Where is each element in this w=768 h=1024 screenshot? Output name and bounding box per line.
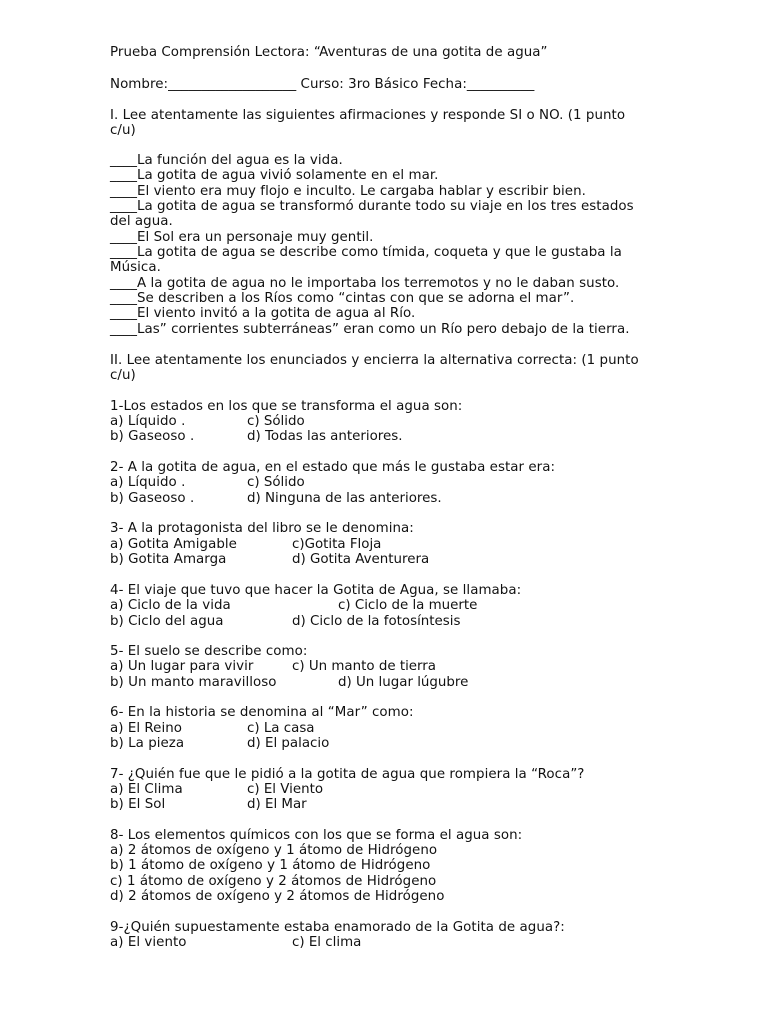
option-b: b) Ciclo del agua	[110, 614, 224, 629]
option-c: c) Sólido	[247, 475, 305, 490]
option-d: d) Un lugar lúgubre	[338, 675, 469, 690]
student-info-line	[110, 77, 534, 92]
option-a: a) 2 átomos de oxígeno y 1 átomo de Hidrógeno	[110, 843, 438, 858]
course-label: Curso: 3ro Básico	[300, 77, 419, 92]
question-text: 7- ¿Quién fue que le pidió a la gotita de agua que rompiera la “Roca”?	[110, 767, 585, 782]
option-a: a) Ciclo de la vida	[110, 598, 231, 613]
option-b: b) Gaseoso .	[110, 429, 195, 444]
option-c: c) La casa	[247, 721, 315, 736]
statement-line: ____La gotita de agua vivió solamente en el mar.	[110, 168, 439, 183]
question-text: 6- En la historia se denomina al “Mar” como:	[110, 705, 414, 720]
option-d: d) Gotita Aventurera	[292, 552, 430, 567]
option-b: b) El Sol	[110, 797, 166, 812]
statement-line: ____El viento invitó a la gotita de agua al Río.	[110, 306, 416, 321]
statement-line: ____La gotita de agua se describe como tímida, coqueta y que le gustaba la	[110, 245, 622, 260]
question-text: 2- A la gotita de agua, en el estado que más le gustaba estar era:	[110, 460, 556, 475]
question-text: 4- El viaje que tuvo que hacer la Gotita de Agua, se llamaba:	[110, 583, 522, 598]
option-d: d) El palacio	[247, 736, 330, 751]
option-a: a) El viento	[110, 935, 187, 950]
option-d: d) Todas las anteriores.	[247, 429, 403, 444]
option-c: c) El Viento	[247, 782, 324, 797]
option-b: b) Gotita Amarga	[110, 552, 227, 567]
option-c: c) 1 átomo de oxígeno y 2 átomos de Hidrógeno	[110, 874, 437, 889]
section2-instruction-line2: c/u)	[110, 368, 136, 383]
statement-line: ____Las” corrientes subterráneas” eran como un Río pero debajo de la tierra.	[110, 322, 630, 337]
document-title: Prueba Comprensión Lectora: “Aventuras de una gotita de agua”	[110, 45, 548, 60]
option-c: c) Ciclo de la muerte	[338, 598, 478, 613]
option-d: d) Ninguna de las anteriores.	[247, 491, 442, 506]
option-d: d) 2 átomos de oxígeno y 2 átomos de Hidrógeno	[110, 889, 445, 904]
option-b: b) La pieza	[110, 736, 185, 751]
question-text: 1-Los estados en los que se transforma el agua son:	[110, 399, 463, 414]
option-a: a) El Clima	[110, 782, 183, 797]
section1-instruction-line1: I. Lee atentamente las siguientes afirmaciones y responde SI o NO. (1 punto	[110, 108, 626, 123]
statement-line: ____La función del agua es la vida.	[110, 153, 343, 168]
option-a: a) El Reino	[110, 721, 183, 736]
statement-line: ____La gotita de agua se transformó durante todo su viaje en los tres estados	[110, 199, 634, 214]
option-a: a) Gotita Amigable	[110, 537, 237, 552]
name-field: Nombre:___________________	[110, 77, 297, 92]
statement-line: ____A la gotita de agua no le importaba los terremotos y no le daban susto.	[110, 276, 620, 291]
option-c: c)Gotita Floja	[292, 537, 382, 552]
option-c: c) Sólido	[247, 414, 305, 429]
option-c: c) El clima	[292, 935, 362, 950]
option-a: a) Líquido .	[110, 475, 186, 490]
statement-line: Música.	[110, 260, 161, 275]
option-b: b) Un manto maravilloso	[110, 675, 277, 690]
option-b: b) 1 átomo de oxígeno y 1 átomo de Hidrógeno	[110, 858, 431, 873]
question-text: 9-¿Quién supuestamente estaba enamorado de la Gotita de agua?:	[110, 920, 565, 935]
question-text: 8- Los elementos químicos con los que se forma el agua son:	[110, 828, 523, 843]
option-c: c) Un manto de tierra	[292, 659, 437, 674]
option-d: d) El Mar	[247, 797, 307, 812]
statement-line: ____El viento era muy flojo e inculto. Le cargaba hablar y escribir bien.	[110, 184, 586, 199]
section1-instruction-line2: c/u)	[110, 123, 136, 138]
section2-instruction-line1: II. Lee atentamente los enunciados y encierra la alternativa correcta: (1 punto	[110, 353, 639, 368]
statement-line: del agua.	[110, 214, 173, 229]
statement-line: ____Se describen a los Ríos como “cintas con que se adorna el mar”.	[110, 291, 575, 306]
option-a: a) Líquido .	[110, 414, 186, 429]
option-a: a) Un lugar para vivir	[110, 659, 254, 674]
question-text: 3- A la protagonista del libro se le denomina:	[110, 521, 414, 536]
question-text: 5- El suelo se describe como:	[110, 644, 308, 659]
statement-line: ____El Sol era un personaje muy gentil.	[110, 230, 374, 245]
option-b: b) Gaseoso .	[110, 491, 195, 506]
date-field: Fecha:__________	[422, 77, 535, 92]
option-d: d) Ciclo de la fotosíntesis	[292, 614, 461, 629]
